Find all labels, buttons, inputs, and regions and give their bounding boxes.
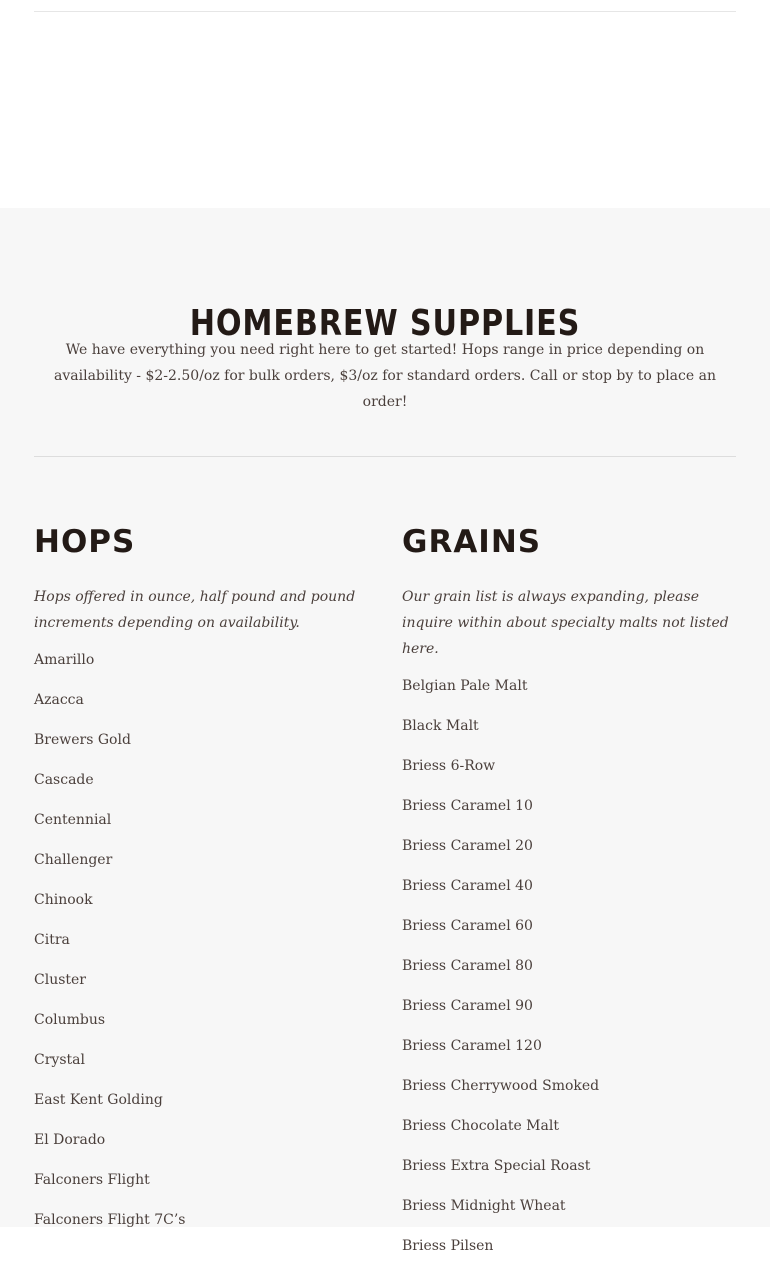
hops-list-item: Crystal bbox=[34, 1052, 85, 1068]
hops-list-item: Cascade bbox=[34, 772, 94, 788]
grains-list-item: Briess Cherrywood Smoked bbox=[402, 1078, 600, 1094]
grains-list-item: Briess Caramel 120 bbox=[402, 1038, 542, 1054]
grains-list-item: Briess 6-Row bbox=[402, 758, 496, 774]
grains-list-item: Briess Pilsen bbox=[402, 1238, 494, 1254]
hops-list-item: East Kent Golding bbox=[34, 1092, 163, 1108]
hops-list-item: Citra bbox=[34, 932, 70, 948]
hops-list-item: Falconers Flight 7C’s bbox=[34, 1212, 186, 1228]
section-title: HOMEBREW SUPPLIES bbox=[189, 303, 581, 345]
hops-list-item: Falconers Flight bbox=[34, 1172, 150, 1188]
grains-list-item: Briess Midnight Wheat bbox=[402, 1198, 566, 1214]
section-intro: We have everything you need right here to get started! Hops range in price depending on availability - $2-2.50/oz for bulk orders, $3/oz for standard orders. Call or stop by to place an order! bbox=[54, 342, 716, 410]
hops-list-item: Amarillo bbox=[34, 652, 95, 668]
homebrew-supplies-section bbox=[0, 208, 770, 1254]
grains-list bbox=[402, 676, 736, 1256]
grains-list-item: Briess Caramel 90 bbox=[402, 998, 533, 1014]
hops-list-item: Brewers Gold bbox=[34, 732, 131, 748]
divider bbox=[34, 11, 736, 12]
grains-list-item: Briess Caramel 10 bbox=[402, 798, 533, 814]
grains-list-item: Briess Extra Special Roast bbox=[402, 1158, 591, 1174]
hops-list bbox=[34, 650, 368, 1230]
divider bbox=[34, 456, 736, 457]
hops-list-item: Cluster bbox=[34, 972, 86, 988]
grains-column bbox=[402, 522, 736, 1276]
hops-list-item: Chinook bbox=[34, 892, 93, 908]
grains-note: Our grain list is always expanding, please inquire within about specialty malts not listed here. bbox=[402, 589, 729, 657]
top-area bbox=[0, 0, 770, 208]
grains-list-item: Black Malt bbox=[402, 718, 479, 734]
grains-heading: GRAINS bbox=[402, 524, 542, 560]
hops-list-item: Centennial bbox=[34, 812, 112, 828]
hops-list-item: Challenger bbox=[34, 852, 113, 868]
grains-list-item: Briess Caramel 40 bbox=[402, 878, 533, 894]
hops-list-item: El Dorado bbox=[34, 1132, 106, 1148]
grains-list-item: Briess Caramel 60 bbox=[402, 918, 533, 934]
hops-column bbox=[34, 522, 368, 1250]
grains-list-item: Belgian Pale Malt bbox=[402, 678, 528, 694]
hops-list-item: Azacca bbox=[34, 692, 84, 708]
hops-list-item: Columbus bbox=[34, 1012, 106, 1028]
grains-list-item: Briess Chocolate Malt bbox=[402, 1118, 559, 1134]
hops-heading: HOPS bbox=[34, 524, 136, 560]
grains-list-item: Briess Caramel 20 bbox=[402, 838, 533, 854]
grains-list-item: Briess Caramel 80 bbox=[402, 958, 533, 974]
hops-note: Hops offered in ounce, half pound and pound increments depending on availability. bbox=[34, 589, 356, 631]
